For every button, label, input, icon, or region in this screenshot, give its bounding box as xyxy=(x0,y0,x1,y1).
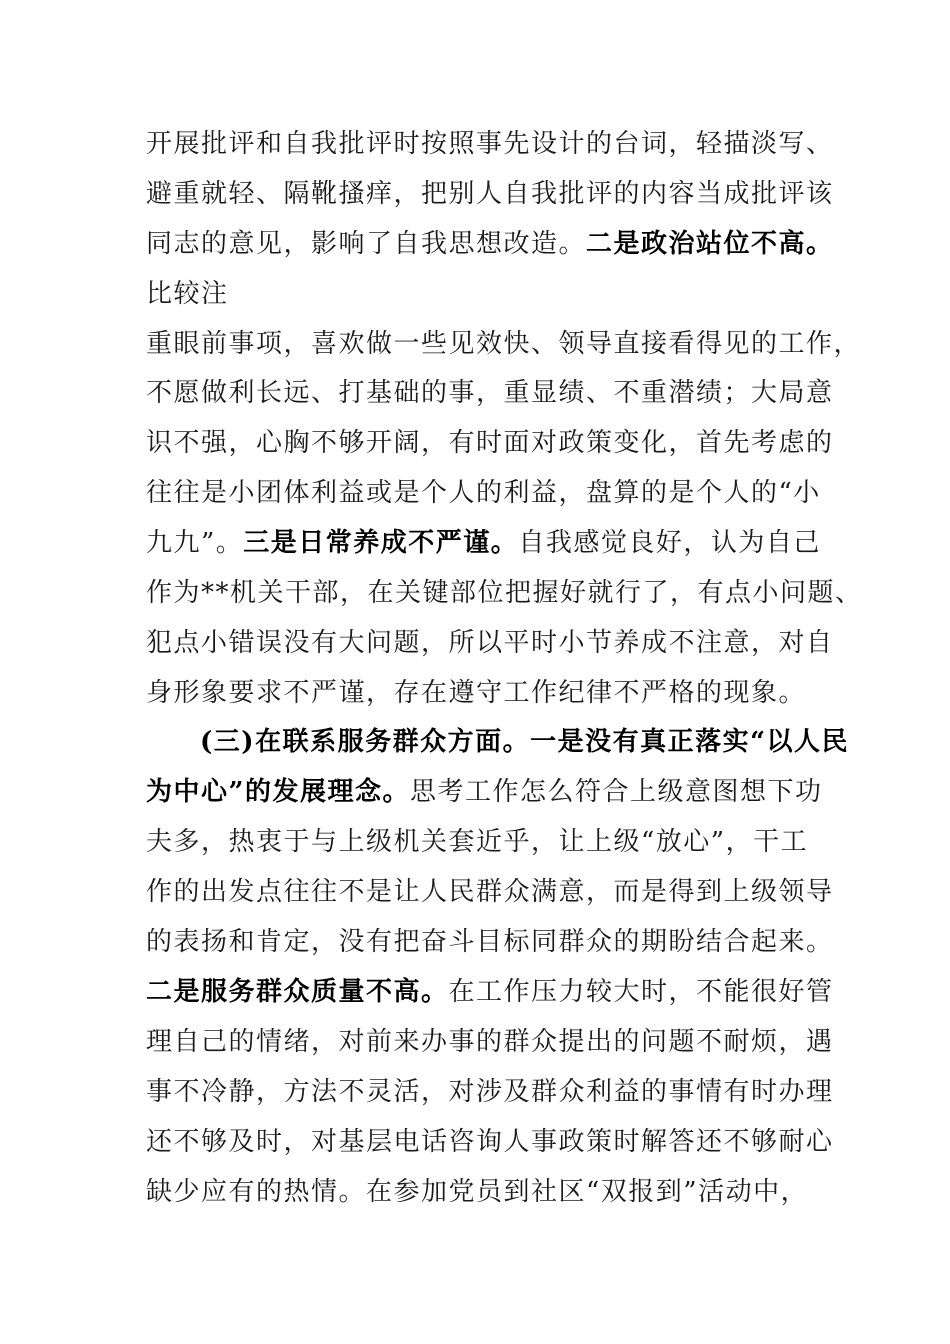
body-text: 夫多，热衷于与上级机关套近乎，让上级“放心”，干工 xyxy=(146,827,809,857)
body-text: 思考工作怎么符合上级意图想下功 xyxy=(409,777,823,807)
text-line xyxy=(146,224,834,264)
text-line xyxy=(146,1122,834,1162)
body-text: 事不冷静，方法不灵活，对涉及群众利益的事情有时办理 xyxy=(146,1077,834,1107)
bold-heading-text: 为中心”的发展理念。 xyxy=(146,777,410,807)
body-text: 在工作压力较大时，不能很好管 xyxy=(448,977,834,1007)
text-line xyxy=(146,573,863,613)
text-line xyxy=(146,423,834,463)
text-line xyxy=(146,373,834,413)
body-text: 比较注 xyxy=(146,279,229,309)
body-text: 理自己的情绪，对前来办事的群众提出的问题不耐烦，遇 xyxy=(146,1027,834,1057)
body-text: 犯点小错误没有大问题，所以平时小节养成不注意，对自 xyxy=(146,628,834,658)
body-text: 往往是小团体利益或是个人的利益，盘算的是个人的“小 xyxy=(146,478,821,508)
bold-heading-text: 二是政治站位不高。 xyxy=(586,229,834,259)
text-line xyxy=(146,972,834,1012)
text-line xyxy=(146,324,861,364)
text-line xyxy=(146,1022,834,1062)
body-text: 作的出发点往往不是让人民群众满意，而是得到上级领导 xyxy=(146,877,834,907)
body-text: 九九”。 xyxy=(146,528,244,558)
body-text: 同志的意见，影响了自我思想改造。 xyxy=(146,229,587,259)
body-text: 避重就轻、隔靴搔痒，把别人自我批评的内容当成批评该 xyxy=(146,179,834,209)
text-line xyxy=(146,872,834,912)
body-text: 不愿做利长远、打基础的事，重显绩、不重潜绩；大局意 xyxy=(146,378,834,408)
body-text: 自我感觉良好，认为自己 xyxy=(518,528,821,558)
text-line xyxy=(146,772,822,812)
body-text: 开展批评和自我批评时按照事先设计的台词，轻描淡写、 xyxy=(146,129,834,159)
text-line xyxy=(146,523,821,563)
body-text: 还不够及时，对基层电话咨询人事政策时解答还不够耐心 xyxy=(146,1127,834,1157)
text-line xyxy=(146,124,834,164)
body-text: 身形象要求不严谨，存在遵守工作纪律不严格的现象。 xyxy=(146,678,807,708)
text-line xyxy=(146,673,806,713)
text-line xyxy=(200,722,849,762)
body-text: 缺少应有的热情。在参加党员到社区“双报到”活动中， xyxy=(146,1177,809,1207)
text-line xyxy=(146,174,834,214)
body-text: 的表扬和肯定，没有把奋斗目标同群众的期盼结合起来。 xyxy=(146,927,834,957)
text-line xyxy=(146,274,229,314)
text-line xyxy=(146,922,834,962)
body-text: 作为**机关干部，在关键部位把握好就行了，有点小问题、 xyxy=(146,578,863,608)
body-text: 重眼前事项，喜欢做一些见效快、领导直接看得见的工作， xyxy=(146,329,862,359)
text-line xyxy=(146,473,821,513)
body-text: 识不强，心胸不够开阔，有时面对政策变化，首先考虑的 xyxy=(146,428,834,458)
bold-heading-text: (三)在联系服务群众方面。一是没有真正落实“以人民 xyxy=(200,727,850,757)
text-line xyxy=(146,822,808,862)
text-line xyxy=(146,1172,808,1212)
text-line xyxy=(146,623,834,663)
text-line xyxy=(146,1072,834,1112)
bold-heading-text: 二是服务群众质量不高。 xyxy=(146,977,449,1007)
bold-heading-text: 三是日常养成不严谨。 xyxy=(243,528,519,558)
